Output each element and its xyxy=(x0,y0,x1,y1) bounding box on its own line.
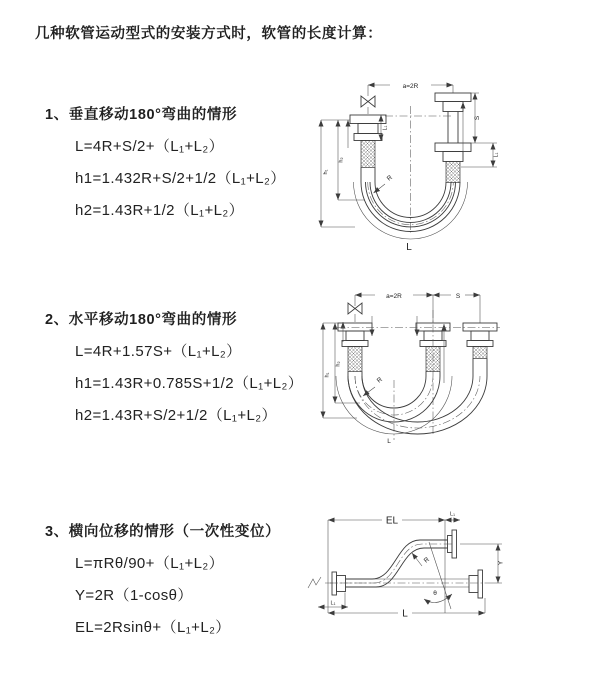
braided-hose-section xyxy=(361,141,375,168)
radius-label: R xyxy=(422,556,431,565)
section-vertical-travel xyxy=(45,103,286,220)
h1-label: h₁ xyxy=(323,169,329,175)
lower-right-flange xyxy=(469,570,483,598)
h1-label: h₁ xyxy=(324,372,331,378)
dimension-travel-s xyxy=(471,93,497,143)
h2-label: h₂ xyxy=(338,157,345,163)
span-label: a=2R xyxy=(386,292,402,300)
formula-h2: h2=1.43R+S/2+1/2（L₁+L₂） xyxy=(75,407,277,424)
braided-hose-section xyxy=(473,347,487,359)
diagram-vertical-180-bend xyxy=(315,70,600,260)
right-connector xyxy=(463,323,497,359)
break-symbol xyxy=(308,577,321,588)
braided-hose-section xyxy=(348,347,362,372)
theta-label: θ xyxy=(433,590,437,597)
el-label: EL xyxy=(385,515,399,527)
formula-h1: h1=1.43R+0.785S+1/2（L₁+L₂） xyxy=(75,375,304,392)
centerlines xyxy=(337,310,500,440)
radius-callout xyxy=(374,174,395,193)
length-label: L xyxy=(402,608,408,620)
formula-y: Y=2R（1-cosθ） xyxy=(75,587,193,604)
page-title: 几种软管运动型式的安装方式时，软管的长度计算： xyxy=(35,26,383,42)
conn-top-label: L₁ xyxy=(450,511,455,518)
travel-label: S xyxy=(455,292,461,300)
formula-h2: h2=1.43R+1/2（L₁+L₂） xyxy=(75,202,245,219)
dimension-span-a2r xyxy=(355,293,480,323)
span-label: a=2R xyxy=(402,82,419,90)
dimension-travel-s xyxy=(433,293,480,300)
formula-h1: h1=1.432R+S/2+1/2（L₁+L₂） xyxy=(75,170,286,187)
offset-label: Y xyxy=(497,560,505,566)
diagram-lateral-offset xyxy=(300,495,600,665)
formula-length: L=4R+1.57S+（L₁+L₂） xyxy=(75,343,242,360)
left-flange xyxy=(332,572,346,595)
formula-length: L=4R+S/2+（L₁+L₂） xyxy=(75,138,225,155)
radius-label: R xyxy=(385,174,394,183)
h2-label: h₂ xyxy=(335,361,342,367)
section-1-heading: 1、垂直移动180°弯曲的情形 xyxy=(45,107,238,123)
diagram-horizontal-180-bend xyxy=(315,280,600,460)
section-2-heading: 2、水平移动180°弯曲的情形 xyxy=(45,312,238,328)
dimension-conn-right-l1 xyxy=(461,143,500,167)
radius-callout xyxy=(412,553,431,566)
section-3-heading: 3、横向位移的情形（一次性变位） xyxy=(45,524,281,540)
section-horizontal-travel xyxy=(45,308,303,425)
braided-hose-section xyxy=(446,162,460,183)
conn-left-label: L₁ xyxy=(382,125,389,131)
radius-label: R xyxy=(375,376,384,385)
conn-left-label: L₁ xyxy=(330,600,336,607)
conn-right-label: L₁ xyxy=(493,152,500,158)
section-lateral-offset xyxy=(45,520,280,637)
valve-icon xyxy=(361,96,375,114)
hose-s-curve xyxy=(330,540,452,587)
dimension-span-a2r xyxy=(368,83,453,96)
dimension-length-l xyxy=(328,598,485,620)
length-label: L xyxy=(406,242,412,253)
formula-el: EL=2Rsinθ+（L₁+L₂） xyxy=(75,619,231,636)
formula-length: L=πRθ/90+（L₁+L₂） xyxy=(75,555,224,572)
left-connector xyxy=(350,115,386,168)
travel-label: S xyxy=(473,115,481,121)
right-connector xyxy=(435,93,471,183)
length-label: L xyxy=(387,438,391,445)
dimension-conn-top-l1 xyxy=(445,512,460,521)
